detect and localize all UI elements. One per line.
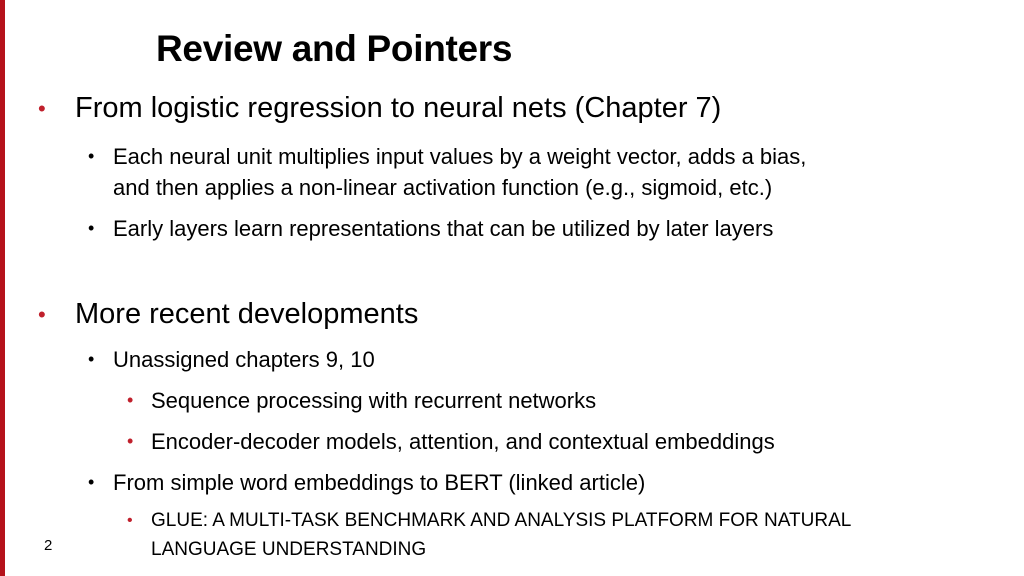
bullet-text: From logistic regression to neural nets (Chapter 7) [75,92,722,124]
bullet-dot: • [88,146,95,166]
bullet-dot: • [127,390,134,410]
subsubitem-text: Sequence processing with recurrent networks [151,388,597,413]
subitem-text-line2: and then applies a non-linear activation function (e.g., sigmoid, etc.) [113,175,773,200]
bullet-dot: • [38,302,46,327]
page-number: 2 [44,537,53,554]
subitem-text: Unassigned chapters 9, 10 [113,347,375,372]
bullet-dot: • [88,472,95,492]
subitem-text: Early layers learn representations that can be utilized by later layers [113,216,774,241]
bullet-dot: • [38,96,46,121]
glue-link-text-line1[interactable]: GLUE: A MULTI-TASK BENCHMARK AND ANALYSIS PLATFORM FOR NATURAL [151,510,852,531]
subsubitem-text: Encoder-decoder models, attention, and contextual embeddings [151,429,775,454]
bullet-dot: • [127,512,133,529]
bullet-dot: • [88,218,95,238]
bullet-text: More recent developments [75,298,419,330]
accent-bar [0,0,5,576]
subitem-text: From simple word embeddings to BERT (linked article) [113,470,646,495]
glue-link-text-line2[interactable]: LANGUAGE UNDERSTANDING [151,539,427,560]
subitem-text-line1: Each neural unit multiplies input values by a weight vector, adds a bias, [113,144,807,169]
bullet-dot: • [88,349,95,369]
bullet-dot: • [127,431,134,451]
slide-title: Review and Pointers [156,28,513,69]
